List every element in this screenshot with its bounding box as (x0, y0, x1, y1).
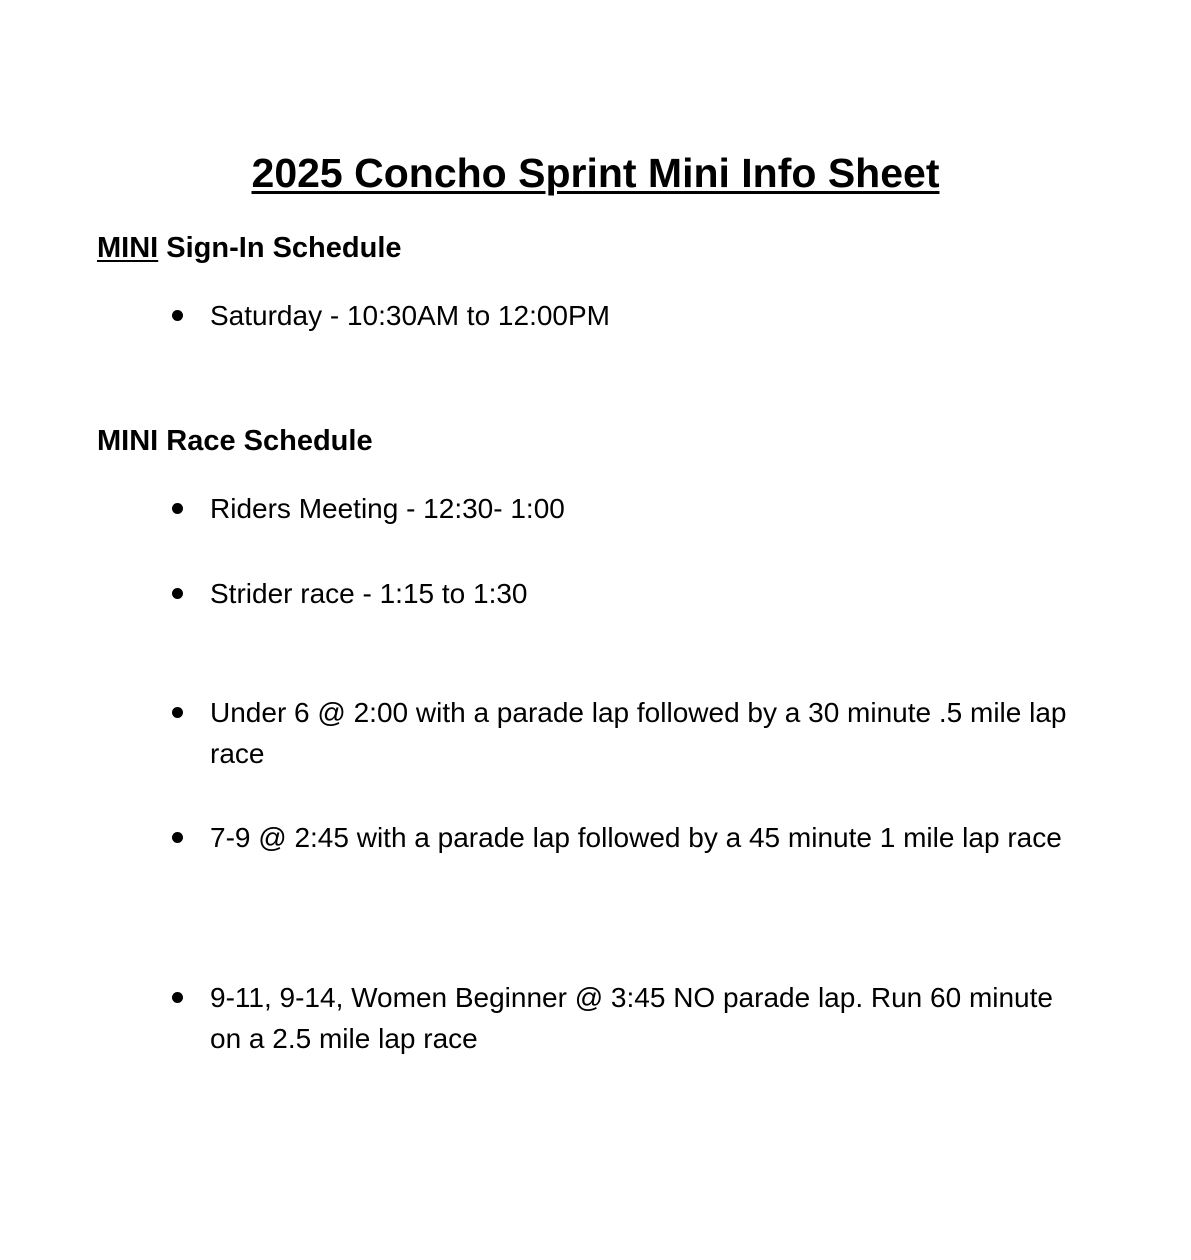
signin-section-heading (97, 230, 402, 266)
bullet-dot-icon (172, 588, 183, 599)
document-title: 2025 Concho Sprint Mini Info Sheet (251, 150, 940, 196)
signin-item-text: Saturday - 10:30AM to 12:00PM (210, 300, 610, 331)
race-section-heading: MINI Race Schedule (97, 425, 373, 457)
signin-heading-prefix: MINI (97, 232, 159, 264)
bullet-dot-icon (172, 707, 183, 718)
bullet-dot-icon (172, 832, 183, 843)
bullet-dot-icon (172, 992, 183, 1003)
signin-heading-suffix: Sign-In Schedule (158, 232, 402, 264)
race-item-text: 9-11, 9-14, Women Beginner @ 3:45 NO parade lap. Run 60 minute on a 2.5 mile lap race (210, 982, 1053, 1054)
race-item-text: 7-9 @ 2:45 with a parade lap followed by a 45 minute 1 mile lap race (210, 822, 1062, 853)
race-item-text: Riders Meeting - 12:30- 1:00 (210, 493, 565, 524)
race-item-text: Under 6 @ 2:00 with a parade lap followed by a 30 minute .5 mile lap race (210, 697, 1067, 769)
bullet-dot-icon (172, 310, 183, 321)
race-item-text: Strider race - 1:15 to 1:30 (210, 578, 528, 609)
bullet-dot-icon (172, 503, 183, 514)
